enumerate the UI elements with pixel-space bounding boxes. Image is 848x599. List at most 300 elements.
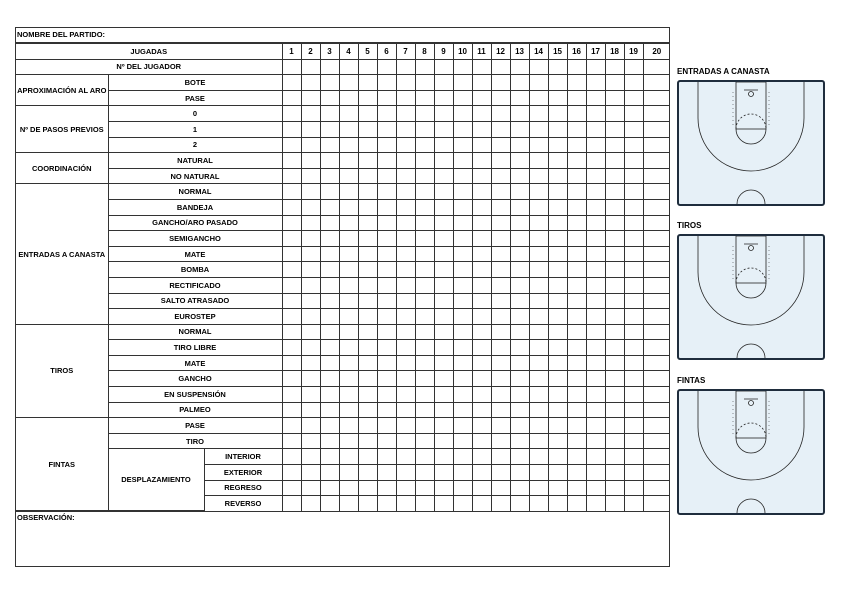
mark-cell[interactable] — [548, 262, 567, 278]
mark-cell[interactable] — [282, 231, 301, 247]
mark-cell[interactable] — [320, 387, 339, 403]
mark-cell[interactable] — [377, 293, 396, 309]
mark-cell[interactable] — [320, 90, 339, 106]
mark-cell[interactable] — [301, 387, 320, 403]
mark-cell[interactable] — [377, 371, 396, 387]
mark-cell[interactable] — [301, 215, 320, 231]
mark-cell[interactable] — [529, 480, 548, 496]
mark-cell[interactable] — [529, 246, 548, 262]
mark-cell[interactable] — [434, 90, 453, 106]
mark-cell[interactable] — [453, 137, 472, 153]
mark-cell[interactable] — [358, 75, 377, 91]
mark-cell[interactable] — [320, 433, 339, 449]
mark-cell[interactable] — [491, 277, 510, 293]
player-number-cell[interactable] — [624, 59, 643, 75]
mark-cell[interactable] — [472, 293, 491, 309]
mark-cell[interactable] — [472, 418, 491, 434]
mark-cell[interactable] — [548, 496, 567, 511]
mark-cell[interactable] — [377, 480, 396, 496]
mark-cell[interactable] — [624, 184, 643, 200]
mark-cell[interactable] — [491, 121, 510, 137]
mark-cell[interactable] — [472, 231, 491, 247]
mark-cell[interactable] — [529, 277, 548, 293]
mark-cell[interactable] — [605, 402, 624, 418]
mark-cell[interactable] — [567, 371, 586, 387]
mark-cell[interactable] — [491, 246, 510, 262]
mark-cell[interactable] — [301, 309, 320, 325]
mark-cell[interactable] — [548, 199, 567, 215]
mark-cell[interactable] — [586, 231, 605, 247]
mark-cell[interactable] — [396, 293, 415, 309]
mark-cell[interactable] — [434, 75, 453, 91]
mark-cell[interactable] — [586, 121, 605, 137]
mark-cell[interactable] — [510, 231, 529, 247]
mark-cell[interactable] — [339, 215, 358, 231]
mark-cell[interactable] — [624, 465, 643, 481]
mark-cell[interactable] — [510, 199, 529, 215]
mark-cell[interactable] — [396, 324, 415, 340]
mark-cell[interactable] — [567, 496, 586, 511]
mark-cell[interactable] — [529, 121, 548, 137]
mark-cell[interactable] — [548, 433, 567, 449]
mark-cell[interactable] — [605, 387, 624, 403]
mark-cell[interactable] — [453, 262, 472, 278]
mark-cell[interactable] — [529, 199, 548, 215]
mark-cell[interactable] — [529, 387, 548, 403]
mark-cell[interactable] — [453, 153, 472, 169]
mark-cell[interactable] — [339, 324, 358, 340]
mark-cell[interactable] — [339, 340, 358, 356]
mark-cell[interactable] — [548, 449, 567, 465]
mark-cell[interactable] — [339, 262, 358, 278]
mark-cell[interactable] — [339, 75, 358, 91]
mark-cell[interactable] — [643, 153, 670, 169]
mark-cell[interactable] — [624, 418, 643, 434]
mark-cell[interactable] — [567, 246, 586, 262]
mark-cell[interactable] — [396, 106, 415, 122]
mark-cell[interactable] — [282, 262, 301, 278]
mark-cell[interactable] — [339, 309, 358, 325]
mark-cell[interactable] — [643, 355, 670, 371]
player-number-cell[interactable] — [586, 59, 605, 75]
mark-cell[interactable] — [339, 184, 358, 200]
mark-cell[interactable] — [472, 402, 491, 418]
mark-cell[interactable] — [586, 496, 605, 511]
mark-cell[interactable] — [586, 309, 605, 325]
mark-cell[interactable] — [301, 433, 320, 449]
mark-cell[interactable] — [548, 418, 567, 434]
mark-cell[interactable] — [434, 340, 453, 356]
mark-cell[interactable] — [282, 433, 301, 449]
mark-cell[interactable] — [282, 137, 301, 153]
mark-cell[interactable] — [529, 262, 548, 278]
mark-cell[interactable] — [510, 215, 529, 231]
mark-cell[interactable] — [415, 75, 434, 91]
mark-cell[interactable] — [548, 371, 567, 387]
mark-cell[interactable] — [282, 496, 301, 511]
mark-cell[interactable] — [434, 277, 453, 293]
player-number-cell[interactable] — [643, 59, 670, 75]
player-number-cell[interactable] — [548, 59, 567, 75]
mark-cell[interactable] — [396, 480, 415, 496]
mark-cell[interactable] — [510, 262, 529, 278]
mark-cell[interactable] — [567, 449, 586, 465]
observation-field[interactable] — [16, 511, 669, 566]
mark-cell[interactable] — [586, 371, 605, 387]
mark-cell[interactable] — [529, 106, 548, 122]
mark-cell[interactable] — [377, 340, 396, 356]
mark-cell[interactable] — [301, 355, 320, 371]
mark-cell[interactable] — [472, 465, 491, 481]
mark-cell[interactable] — [415, 309, 434, 325]
mark-cell[interactable] — [301, 371, 320, 387]
mark-cell[interactable] — [282, 90, 301, 106]
mark-cell[interactable] — [377, 184, 396, 200]
mark-cell[interactable] — [491, 480, 510, 496]
mark-cell[interactable] — [415, 262, 434, 278]
mark-cell[interactable] — [624, 449, 643, 465]
mark-cell[interactable] — [567, 153, 586, 169]
mark-cell[interactable] — [510, 480, 529, 496]
mark-cell[interactable] — [491, 449, 510, 465]
mark-cell[interactable] — [434, 168, 453, 184]
mark-cell[interactable] — [624, 168, 643, 184]
mark-cell[interactable] — [472, 262, 491, 278]
mark-cell[interactable] — [605, 371, 624, 387]
mark-cell[interactable] — [605, 106, 624, 122]
mark-cell[interactable] — [301, 121, 320, 137]
mark-cell[interactable] — [396, 355, 415, 371]
mark-cell[interactable] — [339, 90, 358, 106]
mark-cell[interactable] — [415, 184, 434, 200]
mark-cell[interactable] — [339, 106, 358, 122]
mark-cell[interactable] — [643, 340, 670, 356]
mark-cell[interactable] — [301, 137, 320, 153]
mark-cell[interactable] — [434, 246, 453, 262]
mark-cell[interactable] — [282, 371, 301, 387]
mark-cell[interactable] — [415, 199, 434, 215]
mark-cell[interactable] — [396, 215, 415, 231]
mark-cell[interactable] — [434, 121, 453, 137]
mark-cell[interactable] — [339, 246, 358, 262]
mark-cell[interactable] — [320, 496, 339, 511]
mark-cell[interactable] — [586, 90, 605, 106]
player-number-cell[interactable] — [529, 59, 548, 75]
mark-cell[interactable] — [605, 184, 624, 200]
mark-cell[interactable] — [567, 184, 586, 200]
mark-cell[interactable] — [434, 199, 453, 215]
mark-cell[interactable] — [643, 480, 670, 496]
mark-cell[interactable] — [358, 137, 377, 153]
mark-cell[interactable] — [301, 106, 320, 122]
mark-cell[interactable] — [510, 106, 529, 122]
mark-cell[interactable] — [358, 293, 377, 309]
mark-cell[interactable] — [301, 449, 320, 465]
mark-cell[interactable] — [282, 168, 301, 184]
mark-cell[interactable] — [434, 184, 453, 200]
mark-cell[interactable] — [643, 433, 670, 449]
mark-cell[interactable] — [301, 246, 320, 262]
mark-cell[interactable] — [529, 402, 548, 418]
mark-cell[interactable] — [510, 137, 529, 153]
mark-cell[interactable] — [434, 496, 453, 511]
mark-cell[interactable] — [396, 277, 415, 293]
mark-cell[interactable] — [586, 387, 605, 403]
mark-cell[interactable] — [415, 355, 434, 371]
mark-cell[interactable] — [453, 418, 472, 434]
mark-cell[interactable] — [586, 75, 605, 91]
mark-cell[interactable] — [605, 480, 624, 496]
mark-cell[interactable] — [586, 246, 605, 262]
mark-cell[interactable] — [358, 262, 377, 278]
mark-cell[interactable] — [586, 199, 605, 215]
mark-cell[interactable] — [358, 449, 377, 465]
mark-cell[interactable] — [339, 496, 358, 511]
mark-cell[interactable] — [624, 480, 643, 496]
mark-cell[interactable] — [301, 496, 320, 511]
mark-cell[interactable] — [472, 340, 491, 356]
mark-cell[interactable] — [453, 293, 472, 309]
mark-cell[interactable] — [643, 246, 670, 262]
mark-cell[interactable] — [510, 402, 529, 418]
mark-cell[interactable] — [491, 106, 510, 122]
mark-cell[interactable] — [643, 168, 670, 184]
mark-cell[interactable] — [624, 246, 643, 262]
mark-cell[interactable] — [472, 215, 491, 231]
mark-cell[interactable] — [396, 90, 415, 106]
mark-cell[interactable] — [339, 402, 358, 418]
mark-cell[interactable] — [472, 106, 491, 122]
mark-cell[interactable] — [320, 184, 339, 200]
mark-cell[interactable] — [472, 309, 491, 325]
mark-cell[interactable] — [301, 418, 320, 434]
mark-cell[interactable] — [605, 75, 624, 91]
mark-cell[interactable] — [605, 449, 624, 465]
mark-cell[interactable] — [586, 168, 605, 184]
mark-cell[interactable] — [548, 324, 567, 340]
mark-cell[interactable] — [453, 215, 472, 231]
mark-cell[interactable] — [567, 324, 586, 340]
mark-cell[interactable] — [605, 199, 624, 215]
mark-cell[interactable] — [624, 324, 643, 340]
mark-cell[interactable] — [377, 153, 396, 169]
mark-cell[interactable] — [377, 387, 396, 403]
mark-cell[interactable] — [510, 387, 529, 403]
mark-cell[interactable] — [320, 309, 339, 325]
mark-cell[interactable] — [491, 168, 510, 184]
mark-cell[interactable] — [377, 309, 396, 325]
player-number-cell[interactable] — [415, 59, 434, 75]
mark-cell[interactable] — [548, 90, 567, 106]
mark-cell[interactable] — [301, 324, 320, 340]
mark-cell[interactable] — [339, 137, 358, 153]
mark-cell[interactable] — [510, 246, 529, 262]
mark-cell[interactable] — [396, 449, 415, 465]
mark-cell[interactable] — [358, 90, 377, 106]
mark-cell[interactable] — [643, 449, 670, 465]
mark-cell[interactable] — [453, 496, 472, 511]
mark-cell[interactable] — [548, 293, 567, 309]
mark-cell[interactable] — [586, 449, 605, 465]
mark-cell[interactable] — [282, 75, 301, 91]
mark-cell[interactable] — [358, 215, 377, 231]
mark-cell[interactable] — [529, 293, 548, 309]
mark-cell[interactable] — [529, 90, 548, 106]
mark-cell[interactable] — [605, 418, 624, 434]
mark-cell[interactable] — [567, 75, 586, 91]
mark-cell[interactable] — [491, 433, 510, 449]
mark-cell[interactable] — [434, 418, 453, 434]
mark-cell[interactable] — [605, 168, 624, 184]
mark-cell[interactable] — [548, 402, 567, 418]
mark-cell[interactable] — [510, 449, 529, 465]
mark-cell[interactable] — [624, 75, 643, 91]
mark-cell[interactable] — [415, 106, 434, 122]
mark-cell[interactable] — [434, 153, 453, 169]
mark-cell[interactable] — [377, 402, 396, 418]
mark-cell[interactable] — [339, 480, 358, 496]
mark-cell[interactable] — [567, 137, 586, 153]
mark-cell[interactable] — [624, 293, 643, 309]
mark-cell[interactable] — [339, 293, 358, 309]
mark-cell[interactable] — [548, 246, 567, 262]
mark-cell[interactable] — [434, 231, 453, 247]
player-number-cell[interactable] — [510, 59, 529, 75]
mark-cell[interactable] — [567, 309, 586, 325]
mark-cell[interactable] — [434, 355, 453, 371]
mark-cell[interactable] — [396, 402, 415, 418]
mark-cell[interactable] — [491, 324, 510, 340]
mark-cell[interactable] — [548, 465, 567, 481]
mark-cell[interactable] — [434, 371, 453, 387]
mark-cell[interactable] — [510, 340, 529, 356]
mark-cell[interactable] — [472, 433, 491, 449]
mark-cell[interactable] — [415, 137, 434, 153]
mark-cell[interactable] — [453, 121, 472, 137]
mark-cell[interactable] — [548, 168, 567, 184]
mark-cell[interactable] — [358, 496, 377, 511]
mark-cell[interactable] — [415, 418, 434, 434]
mark-cell[interactable] — [320, 246, 339, 262]
mark-cell[interactable] — [529, 465, 548, 481]
mark-cell[interactable] — [339, 199, 358, 215]
mark-cell[interactable] — [434, 262, 453, 278]
mark-cell[interactable] — [491, 90, 510, 106]
mark-cell[interactable] — [491, 496, 510, 511]
mark-cell[interactable] — [548, 137, 567, 153]
mark-cell[interactable] — [510, 371, 529, 387]
mark-cell[interactable] — [586, 184, 605, 200]
mark-cell[interactable] — [472, 371, 491, 387]
mark-cell[interactable] — [434, 293, 453, 309]
mark-cell[interactable] — [320, 231, 339, 247]
mark-cell[interactable] — [529, 168, 548, 184]
mark-cell[interactable] — [491, 153, 510, 169]
mark-cell[interactable] — [377, 449, 396, 465]
mark-cell[interactable] — [472, 387, 491, 403]
mark-cell[interactable] — [548, 121, 567, 137]
mark-cell[interactable] — [415, 465, 434, 481]
mark-cell[interactable] — [643, 75, 670, 91]
mark-cell[interactable] — [453, 231, 472, 247]
mark-cell[interactable] — [282, 199, 301, 215]
mark-cell[interactable] — [510, 293, 529, 309]
mark-cell[interactable] — [624, 340, 643, 356]
mark-cell[interactable] — [453, 324, 472, 340]
mark-cell[interactable] — [548, 153, 567, 169]
mark-cell[interactable] — [396, 199, 415, 215]
mark-cell[interactable] — [643, 293, 670, 309]
mark-cell[interactable] — [491, 465, 510, 481]
mark-cell[interactable] — [377, 262, 396, 278]
mark-cell[interactable] — [567, 433, 586, 449]
mark-cell[interactable] — [320, 480, 339, 496]
mark-cell[interactable] — [396, 309, 415, 325]
mark-cell[interactable] — [358, 246, 377, 262]
mark-cell[interactable] — [339, 387, 358, 403]
mark-cell[interactable] — [472, 153, 491, 169]
mark-cell[interactable] — [396, 75, 415, 91]
mark-cell[interactable] — [643, 121, 670, 137]
mark-cell[interactable] — [605, 215, 624, 231]
mark-cell[interactable] — [415, 449, 434, 465]
mark-cell[interactable] — [643, 277, 670, 293]
mark-cell[interactable] — [624, 371, 643, 387]
mark-cell[interactable] — [491, 262, 510, 278]
mark-cell[interactable] — [510, 75, 529, 91]
mark-cell[interactable] — [282, 246, 301, 262]
mark-cell[interactable] — [396, 168, 415, 184]
mark-cell[interactable] — [434, 402, 453, 418]
mark-cell[interactable] — [586, 340, 605, 356]
mark-cell[interactable] — [586, 324, 605, 340]
mark-cell[interactable] — [339, 231, 358, 247]
mark-cell[interactable] — [358, 387, 377, 403]
mark-cell[interactable] — [396, 371, 415, 387]
mark-cell[interactable] — [472, 184, 491, 200]
mark-cell[interactable] — [548, 340, 567, 356]
mark-cell[interactable] — [529, 215, 548, 231]
mark-cell[interactable] — [643, 324, 670, 340]
mark-cell[interactable] — [282, 324, 301, 340]
mark-cell[interactable] — [453, 277, 472, 293]
mark-cell[interactable] — [567, 121, 586, 137]
mark-cell[interactable] — [586, 433, 605, 449]
mark-cell[interactable] — [396, 418, 415, 434]
mark-cell[interactable] — [339, 465, 358, 481]
mark-cell[interactable] — [548, 231, 567, 247]
mark-cell[interactable] — [339, 121, 358, 137]
mark-cell[interactable] — [396, 496, 415, 511]
mark-cell[interactable] — [510, 465, 529, 481]
mark-cell[interactable] — [567, 480, 586, 496]
mark-cell[interactable] — [567, 418, 586, 434]
mark-cell[interactable] — [415, 324, 434, 340]
mark-cell[interactable] — [510, 418, 529, 434]
mark-cell[interactable] — [586, 277, 605, 293]
mark-cell[interactable] — [377, 121, 396, 137]
mark-cell[interactable] — [282, 402, 301, 418]
mark-cell[interactable] — [605, 465, 624, 481]
mark-cell[interactable] — [301, 262, 320, 278]
mark-cell[interactable] — [282, 355, 301, 371]
mark-cell[interactable] — [453, 433, 472, 449]
mark-cell[interactable] — [643, 184, 670, 200]
mark-cell[interactable] — [282, 418, 301, 434]
mark-cell[interactable] — [282, 465, 301, 481]
mark-cell[interactable] — [472, 90, 491, 106]
mark-cell[interactable] — [377, 231, 396, 247]
